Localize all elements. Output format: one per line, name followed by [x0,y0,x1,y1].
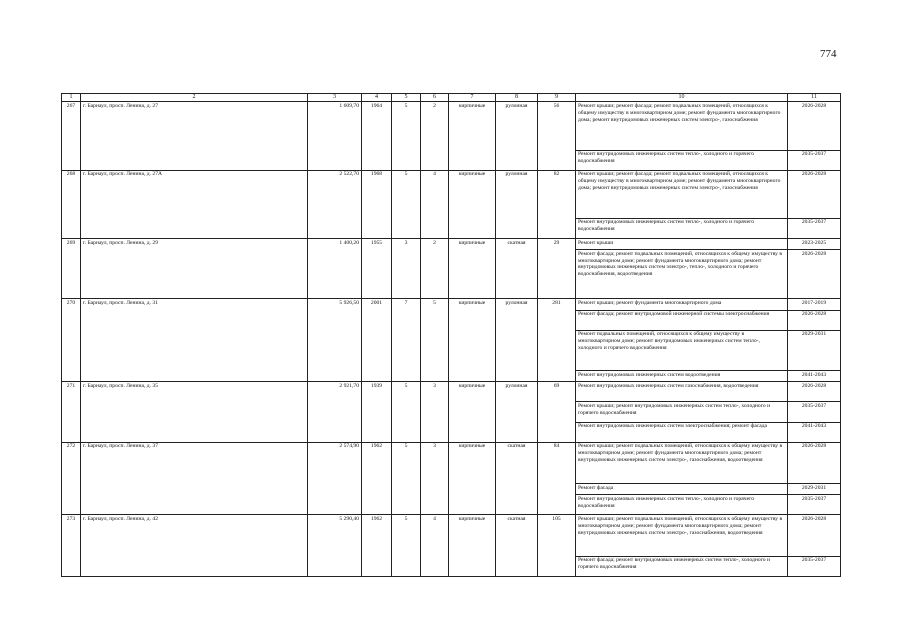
entrances-cell: 3 [421,382,449,443]
col-number: 8 [496,94,538,102]
row-number: 268 [62,170,81,238]
wall-material-cell: кирпичные [449,170,496,238]
entrances-cell: 2 [421,239,449,299]
period-cell: 2026-2028 [788,382,841,402]
building-row [62,170,841,218]
address-cell: г. Барнаул, просп. Ленина, д. 27А [81,170,308,238]
work-description-cell: Ремонт крыши; ремонт внутридомовых инженерных систем тепло-, холодного и горячего водоснабжения [576,402,788,422]
address-cell: г. Барнаул, просп. Ленина, д. 35 [81,382,308,443]
flats-cell: 56 [538,102,576,170]
building-row [62,442,841,483]
roof-type-cell: рулонная [496,382,538,443]
column-number-row [62,94,841,102]
wall-material-cell: кирпичные [449,442,496,515]
work-description-cell: Ремонт внутридомовых инженерных систем тепло-, холодного и горячего водоснабжения [576,495,788,515]
work-description-cell: Ремонт фасада; ремонт внутридомовой инженерной системы электроснабжения [576,310,788,330]
area-cell: 2 574,90 [308,442,362,515]
floors-cell: 7 [392,299,421,382]
work-description-cell: Ремонт внутридомовых инженерных систем электроснабжения; ремонт фасада [576,422,788,442]
work-description-cell: Ремонт внутридомовых инженерных систем водоотведения [576,371,788,382]
work-description-cell: Ремонт крыши [576,239,788,250]
year-cell: 1955 [362,239,392,299]
col-number: 10 [576,94,788,102]
col-number: 1 [62,94,81,102]
work-description-cell: Ремонт фасада [576,483,788,494]
flats-cell: 29 [538,239,576,299]
address-cell: г. Барнаул, просп. Ленина, д. 37 [81,442,308,515]
area-cell: 5 290,40 [308,515,362,576]
row-number: 271 [62,382,81,443]
building-row [62,515,841,556]
col-number: 2 [81,94,308,102]
flats-cell: 82 [538,170,576,238]
floors-cell: 3 [392,239,421,299]
work-description-cell: Ремонт внутридомовых инженерных систем тепло-, холодного и горячего водоснабжения [576,218,788,238]
roof-type-cell: скатная [496,442,538,515]
wall-material-cell: кирпичные [449,239,496,299]
year-cell: 1968 [362,170,392,238]
entrances-cell: 4 [421,170,449,238]
col-number: 3 [308,94,362,102]
period-cell: 2026-2028 [788,170,841,218]
address-cell: г. Барнаул, просп. Ленина, д. 42 [81,515,308,576]
row-number: 270 [62,299,81,382]
col-number: 4 [362,94,392,102]
floors-cell: 5 [392,170,421,238]
roof-type-cell: рулонная [496,170,538,238]
period-cell: 2026-2028 [788,250,841,299]
row-number: 272 [62,442,81,515]
period-cell: 2035-2037 [788,556,841,576]
year-cell: 1964 [362,102,392,170]
area-cell: 1 400,20 [308,239,362,299]
floors-cell: 5 [392,102,421,170]
period-cell: 2026-2028 [788,310,841,330]
entrances-cell: 5 [421,299,449,382]
building-row [62,102,841,150]
period-cell: 2035-2037 [788,402,841,422]
wall-material-cell: кирпичные [449,299,496,382]
row-number: 269 [62,239,81,299]
address-cell: г. Барнаул, просп. Ленина, д. 29 [81,239,308,299]
page-number: 774 [820,48,837,60]
period-cell: 2041-2043 [788,422,841,442]
period-cell: 2041-2043 [788,371,841,382]
work-description-cell: Ремонт фасада; ремонт подвальных помещений, относящихся к общему имуществу в многоквартирном доме; ремонт фундамента многоквартирного дома; ремонт внутридомовых инженерных систем электро-, тепло-, холодного и горячего водоснабжения, водоотведения [576,250,788,299]
address-cell: г. Барнаул, просп. Ленина, д. 27 [81,102,308,170]
period-cell: 2017-2019 [788,299,841,310]
entrances-cell: 3 [421,442,449,515]
work-description-cell: Ремонт крыши; ремонт фасада; ремонт подвальных помещений, относящихся к общему имуществу в многоквартирном доме; ремонт фундамента многоквартирного дома; ремонт внутридомовых инженерных систем электро-, газоснабжения [576,170,788,218]
period-cell: 2026-2028 [788,102,841,150]
period-cell: 2035-2037 [788,150,841,170]
period-cell: 2035-2037 [788,495,841,515]
work-description-cell: Ремонт крыши; ремонт фасада; ремонт подвальных помещений, относящихся к общему имуществу в многоквартирном доме; ремонт фундамента многоквартирного дома; ремонт внутридомовых инженерных систем электро-, газоснабжения [576,102,788,150]
repair-program-table [61,93,841,577]
flats-cell: 105 [538,515,576,576]
col-number: 9 [538,94,576,102]
wall-material-cell: кирпичные [449,102,496,170]
wall-material-cell: кирпичные [449,515,496,576]
area-cell: 5 926,50 [308,299,362,382]
work-description-cell: Ремонт внутридомовых инженерных систем газоснабжения, водоотведения [576,382,788,402]
floors-cell: 5 [392,442,421,515]
period-cell: 2026-2028 [788,515,841,556]
row-number: 267 [62,102,81,170]
roof-type-cell: рулонная [496,299,538,382]
area-cell: 2 522,70 [308,170,362,238]
roof-type-cell: скатная [496,515,538,576]
col-number: 5 [392,94,421,102]
period-cell: 2029-2031 [788,483,841,494]
period-cell: 2029-2031 [788,330,841,370]
period-cell: 2026-2028 [788,442,841,483]
building-row [62,299,841,310]
building-row [62,239,841,250]
entrances-cell: 4 [421,515,449,576]
row-number: 273 [62,515,81,576]
flats-cell: 281 [538,299,576,382]
year-cell: 1939 [362,382,392,443]
wall-material-cell: кирпичные [449,382,496,443]
floors-cell: 5 [392,515,421,576]
roof-type-cell: рулонная [496,102,538,170]
work-description-cell: Ремонт подвальных помещений, относящихся к общему имуществу в многоквартирном доме; ремонт внутридомовых инженерных систем тепло-, холодного и горячего водоснабжения [576,330,788,370]
flats-cell: 69 [538,382,576,443]
work-description-cell: Ремонт крыши; ремонт подвальных помещений, относящихся к общему имуществу в многоквартирном доме; ремонт фундамента многоквартирного дома; ремонт внутридомовых инженерных систем электро-, газоснабжения, водоотведения [576,442,788,483]
area-cell: 2 921,70 [308,382,362,443]
area-cell: 1 609,70 [308,102,362,170]
year-cell: 2001 [362,299,392,382]
col-number: 6 [421,94,449,102]
year-cell: 1962 [362,515,392,576]
roof-type-cell: скатная [496,239,538,299]
work-description-cell: Ремонт крыши; ремонт фундамента многоквартирного дома [576,299,788,310]
work-description-cell: Ремонт внутридомовых инженерных систем тепло-, холодного и горячего водоснабжения [576,150,788,170]
entrances-cell: 2 [421,102,449,170]
address-cell: г. Барнаул, просп. Ленина, д. 31 [81,299,308,382]
period-cell: 2023-2025 [788,239,841,250]
building-row [62,382,841,402]
period-cell: 2035-2037 [788,218,841,238]
flats-cell: 84 [538,442,576,515]
work-description-cell: Ремонт фасада; ремонт внутридомовых инженерных систем тепло-, холодного и горячего водоснабжения [576,556,788,576]
work-description-cell: Ремонт крыши; ремонт подвальных помещений, относящихся к общему имуществу в многоквартирном доме; ремонт фундамента многоквартирного дома; ремонт внутридомовых инженерных систем электро-, газоснабжения, водоотведения [576,515,788,556]
floors-cell: 5 [392,382,421,443]
year-cell: 1962 [362,442,392,515]
col-number: 7 [449,94,496,102]
col-number: 11 [788,94,841,102]
